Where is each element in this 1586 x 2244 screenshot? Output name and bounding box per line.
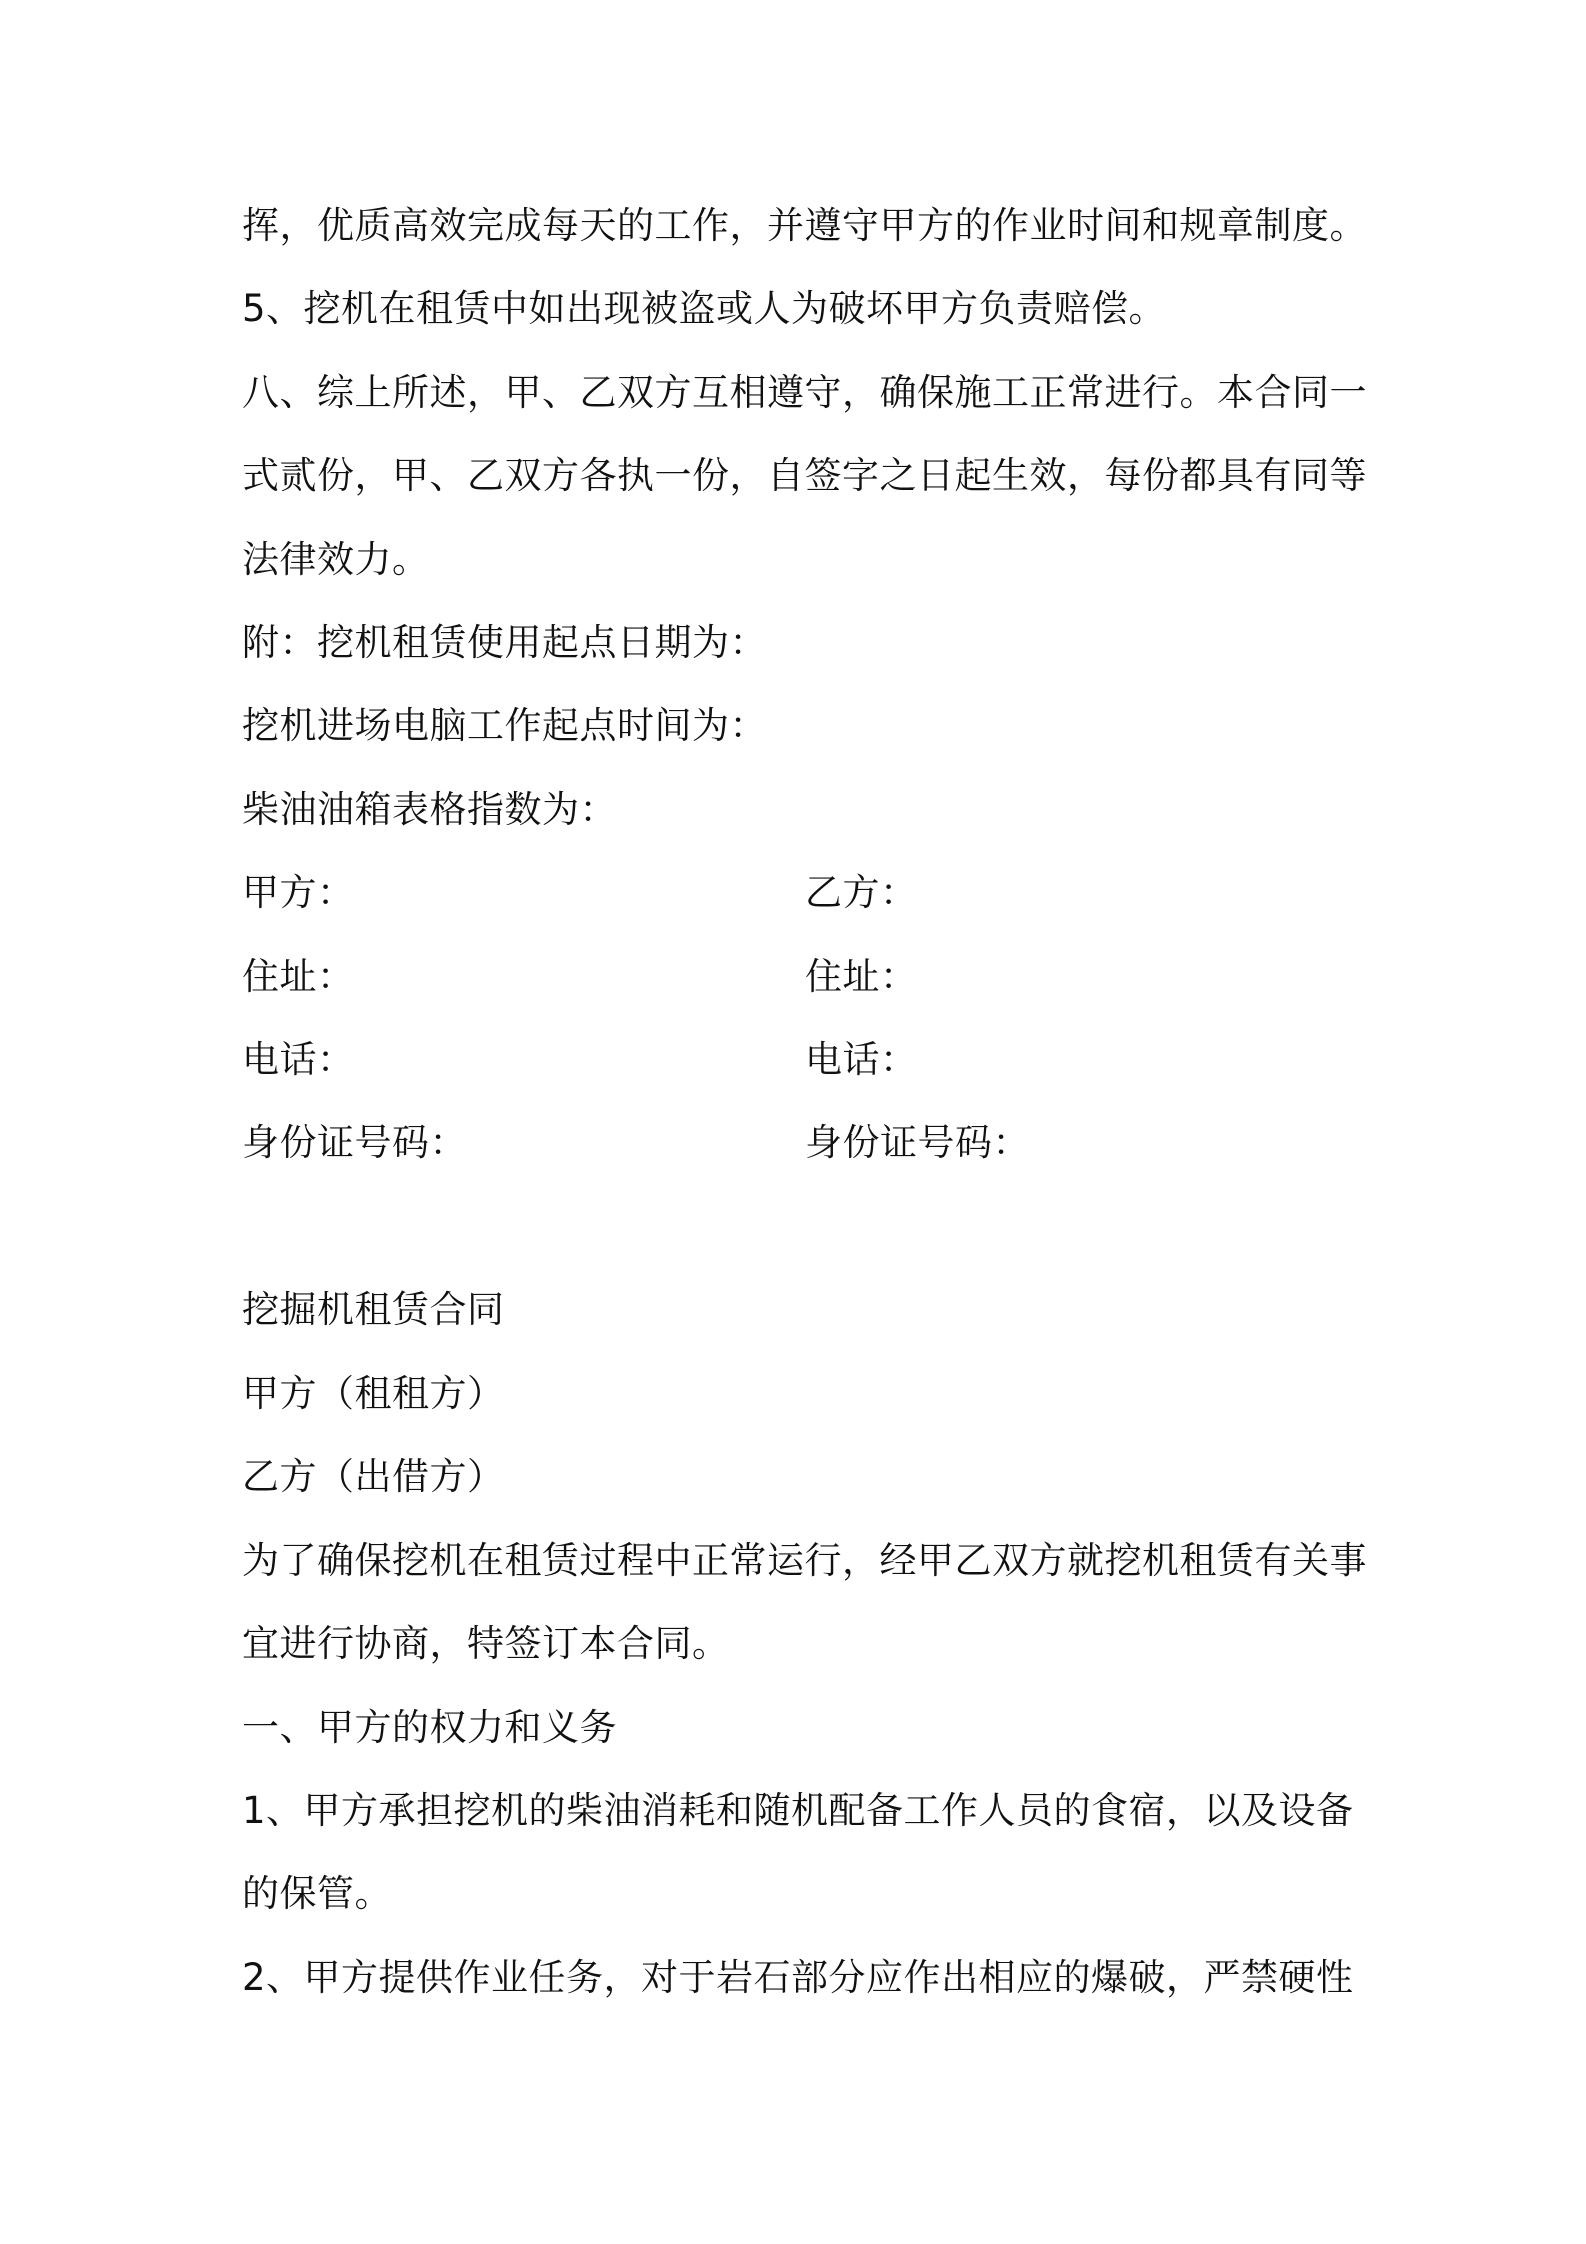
contract-intro: 为了确保挖机在租赁过程中正常运行，经甲乙双方就挖机租赁有关事 (242, 1539, 1367, 1582)
paragraph-line: 法律效力。 (242, 538, 430, 581)
section-heading: 一、甲方的权力和义务 (242, 1706, 617, 1749)
party-b-address: 住址： (805, 955, 918, 998)
clause-1: 的保管。 (242, 1872, 392, 1915)
contract-intro: 宜进行协商，特签订本合同。 (242, 1622, 730, 1665)
appendix-start-time: 挖机进场电脑工作起点时间为： (242, 704, 767, 747)
party-b-phone: 电话： (805, 1038, 918, 1081)
party-a-address: 住址： (242, 955, 355, 998)
contract-party-a: 甲方（租租方） (242, 1372, 505, 1415)
appendix-fuel-reading: 柴油油箱表格指数为： (242, 788, 617, 831)
contract-party-b: 乙方（出借方） (242, 1455, 505, 1498)
clause-1: 1、甲方承担挖机的柴油消耗和随机配备工作人员的食宿，以及设备 (242, 1789, 1354, 1832)
paragraph-line: 挥，优质高效完成每天的工作，并遵守甲方的作业时间和规章制度。 (242, 204, 1367, 247)
party-a-phone: 电话： (242, 1038, 355, 1081)
party-a-label: 甲方： (242, 871, 355, 914)
party-a-id-number: 身份证号码： (242, 1121, 467, 1164)
appendix-start-date: 附：挖机租赁使用起点日期为： (242, 621, 767, 664)
paragraph-line: 八、综上所述，甲、乙双方互相遵守，确保施工正常进行。本合同一 (242, 371, 1367, 414)
party-b-label: 乙方： (805, 871, 918, 914)
contract-title: 挖掘机租赁合同 (242, 1288, 505, 1331)
paragraph-line: 式贰份，甲、乙双方各执一份，自签字之日起生效，每份都具有同等 (242, 454, 1367, 497)
paragraph-line: 5、挖机在租赁中如出现被盗或人为破坏甲方负责赔偿。 (242, 287, 1167, 330)
clause-2: 2、甲方提供作业任务，对于岩石部分应作出相应的爆破，严禁硬性 (242, 1956, 1354, 1999)
party-b-id-number: 身份证号码： (805, 1121, 1030, 1164)
